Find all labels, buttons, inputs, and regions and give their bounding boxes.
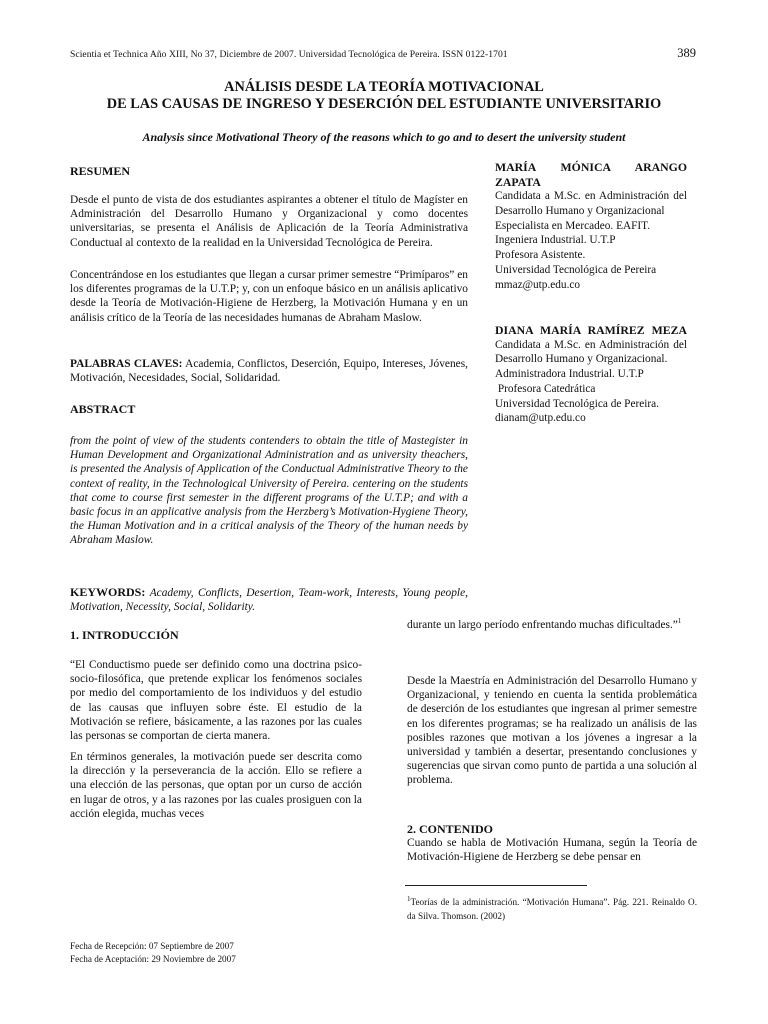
author-2-line: Profesora Catedrática: [495, 382, 596, 395]
english-title: Analysis since Motivational Theory of the reasons which to go and to desert the university student: [142, 130, 626, 144]
keywords-label: KEYWORDS:: [70, 585, 146, 599]
author-2-name: DIANA MARÍA RAMÍREZ MEZA: [495, 323, 687, 337]
author-1-line: Especialista en Mercadeo. EAFIT.: [495, 219, 651, 232]
acceptance-date: Fecha de Aceptación: 29 Noviembre de 2007: [70, 954, 236, 964]
palabras-claves-text: Academia, Conflictos, Deserción, Equipo, Intereses, Jóvenes, Motivación, Necesidades, Social, Solidaridad.: [70, 358, 468, 385]
author-2-email: dianam@utp.edu.co: [495, 412, 586, 425]
author-2-line: Universidad Tecnológica de Pereira.: [495, 397, 659, 410]
page-number: 389: [677, 46, 696, 60]
running-head: Scientia et Technica Año XIII, No 37, Diciembre de 2007. Universidad Tecnológica de Pereira. ISSN 0122-1701: [70, 49, 508, 60]
title-line-1: ANÁLISIS DESDE LA TEORÍA MOTIVACIONAL: [224, 79, 544, 95]
quote-continuation: [407, 614, 697, 632]
keywords: [70, 585, 468, 614]
footnote: [407, 892, 697, 923]
resumen-paragraph-1: Desde el punto de vista de dos estudiantes aspirantes a obtener el título de Magíster en Administración del Desarrollo Humano y Organizacional y como docentes universitarias, se presenta el Análisis de Aplicación de la Teoría Administrativa Conductual al contexto de la realidad en la Universidad Tecnológica de Pereira.: [70, 194, 468, 249]
abstract-text: from the point of view of the students contenders to obtain the title of Mastegister in Human Development and Organizational Administration and as university theachers, is presented the Analysis of Application of the Conductual Administrative Theory to the context of reality, in the Technological University of Pereira. centering on the students that come to course first semester in the different programs of the U.T.P; and with a basic focus in an applicative analysis from the Herzberg’s Motivation-Hygiene Theory, the Human Motivation and in a critical analysis of the Theory of the human needs by Abraham Maslow.: [70, 435, 468, 547]
title-line-2: DE LAS CAUSAS DE INGRESO Y DESERCIÓN DEL ESTUDIANTE UNIVERSITARIO: [106, 96, 662, 112]
contenido-heading: 2. CONTENIDO: [407, 822, 494, 836]
body-paragraph: Desde la Maestría en Administración del Desarrollo Humano y Organizacional, y teniendo en cuenta la sentida problemática de deserción de los estudiantes que ingresan al primer semestre en los diferentes programas; se ha realizado un análisis de las posibles razones que motivan a los jóvenes a ingresar a la universidad y también a desertar, presentando conclusiones y sugerencias que sirvan como punto de partida a una solución al problema.: [407, 675, 697, 787]
keywords-text: Academy, Conflicts, Desertion, Team-work, Interests, Young people, Motivation, Necessity, Social, Solidarity.: [70, 587, 468, 614]
abstract-heading: ABSTRACT: [70, 402, 136, 416]
palabras-claves: [70, 357, 468, 385]
author-1-line: Profesora Asistente.: [495, 249, 586, 262]
resumen-heading: RESUMEN: [70, 164, 131, 178]
author-2-line: Administradora Industrial. U.T.P: [495, 368, 644, 381]
contenido-paragraph: Cuando se habla de Motivación Humana, según la Teoría de Motivación-Higiene de Herzberg se debe pensar en: [407, 837, 697, 864]
quote-continuation-text: durante un largo período enfrentando muchas dificultades.”: [407, 618, 678, 631]
footnote-mark: 1: [407, 895, 411, 903]
author-1-line: Universidad Tecnológica de Pereira: [495, 263, 657, 276]
author-1-line: Ingeniera Industrial. U.T.P: [495, 234, 616, 247]
reception-date: Fecha de Recepción: 07 Septiembre de 2007: [70, 941, 234, 951]
palabras-claves-label: PALABRAS CLAVES:: [70, 358, 183, 370]
resumen-paragraph-2: Concentrándose en los estudiantes que llegan a cursar primer semestre “Primíparos” en los diferentes programas de la U.T.P; y, con un enfoque básico en un análisis aplicativo desde la Teoría de Motivación-Higiene de Herzberg, la Motivación Humana y en un análisis crítico de la Teoría de las necesidades humanas de Abraham Maslow.: [70, 269, 468, 324]
intro-paragraph-1: “El Conductismo puede ser definido como una doctrina psico-socio-filosófica, que pretende explicar los fenómenos sociales por medio del comportamiento de los individuos y del estudio de las causas que influyen sobre éste. El estudio de la Motivación se refiere, básicamente, a las razones por las cuales las personas se comportan de cierta manera.: [70, 659, 362, 743]
author-2-line: Candidata a M.Sc. en Administración del Desarrollo Humano y Organizacional.: [495, 338, 687, 366]
intro-paragraph-2: En términos generales, la motivación puede ser descrita como la dirección y la perseverancia de la acción. Ello se refiere a una elección de las personas, que optan por un curso de acción en lugar de otros, y a las razones por las cuales prosiguen con la acción elegida, muchas veces: [70, 751, 362, 820]
author-1-line: Candidata a M.Sc. en Administración del Desarrollo Humano y Organizacional: [495, 190, 687, 217]
footnote-rule: [405, 885, 587, 886]
author-1-name: MARÍA MÓNICA ARANGO ZAPATA: [495, 160, 687, 189]
footnote-text: Teorías de la administración. “Motivación Humana”. Pág. 221. Reinaldo O. da Silva. Thomson. (2002): [407, 897, 697, 922]
author-1-email: mmaz@utp.edu.co: [495, 278, 581, 291]
footnote-ref: 1: [677, 617, 682, 625]
intro-heading: 1. INTRODUCCIÓN: [70, 628, 179, 642]
author-1: [495, 160, 687, 293]
author-2: [495, 323, 687, 426]
